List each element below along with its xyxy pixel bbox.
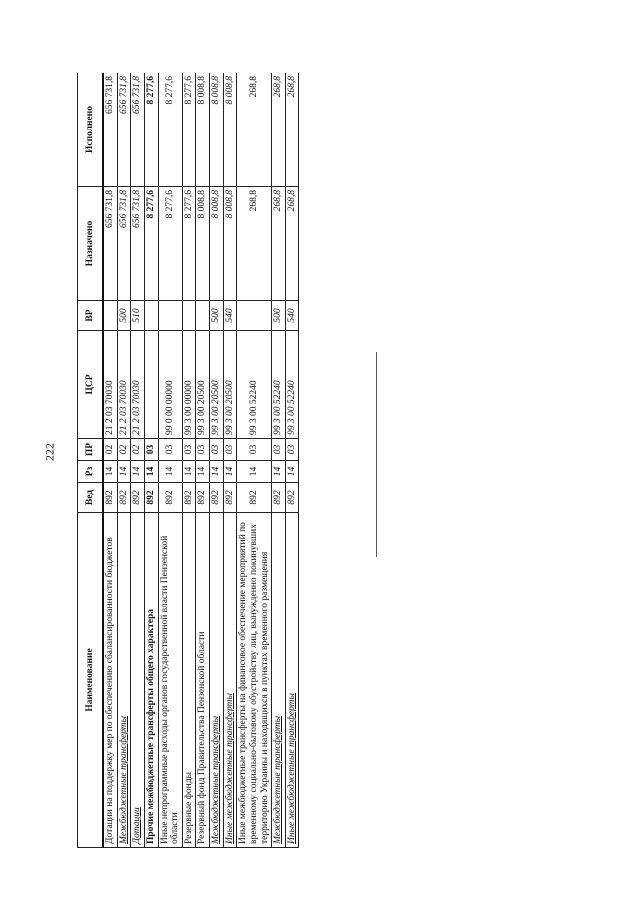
cell-ved: 892 xyxy=(285,483,299,513)
cell-vr: 510 xyxy=(131,301,145,331)
cell-pr: 03 xyxy=(144,439,158,461)
header-vr: ВР xyxy=(78,301,104,331)
cell-vr xyxy=(196,301,210,331)
cell-assigned: 656 731,8 xyxy=(103,187,117,301)
table-header-row xyxy=(78,73,104,848)
cell-assigned: 8 008,8 xyxy=(223,187,237,301)
cell-name-text: Дотации xyxy=(132,807,143,844)
cell-rz: 14 xyxy=(285,461,299,483)
cell-executed: 8 008,8 xyxy=(196,73,210,187)
cell-assigned: 268,8 xyxy=(285,187,299,301)
cell-pr: 03 xyxy=(210,439,224,461)
cell-name: Иные непрограммные расходы органов государственной власти Пензенской области xyxy=(158,513,182,848)
cell-name-text: Межбюджетные трансферты xyxy=(211,715,221,844)
table-row xyxy=(210,73,224,848)
cell-assigned: 656 731,8 xyxy=(131,187,145,301)
cell-vr xyxy=(103,301,117,331)
cell-ved: 892 xyxy=(223,483,237,513)
cell-assigned: 8 277,6 xyxy=(158,187,182,301)
table-row xyxy=(117,73,131,848)
cell-vr: 540 xyxy=(285,301,299,331)
cell-ved: 892 xyxy=(182,483,196,513)
rotated-table-container xyxy=(77,73,363,848)
cell-name xyxy=(272,513,286,848)
cell-ved: 892 xyxy=(144,483,158,513)
cell-ved: 892 xyxy=(210,483,224,513)
cell-pr: 03 xyxy=(285,439,299,461)
cell-csr: 99 3 00 20500 xyxy=(196,331,210,439)
table-row xyxy=(131,73,145,848)
cell-pr: 03 xyxy=(158,439,182,461)
cell-assigned: 8 008,8 xyxy=(210,187,224,301)
cell-vr: 500 xyxy=(272,301,286,331)
cell-vr xyxy=(158,301,182,331)
cell-vr: 540 xyxy=(223,301,237,331)
cell-name-text: Межбюджетные трансферты xyxy=(118,715,129,844)
cell-executed: 268,8 xyxy=(272,73,286,187)
cell-rz: 14 xyxy=(131,461,145,483)
cell-vr: 500 xyxy=(210,301,224,331)
cell-pr: 03 xyxy=(237,439,272,461)
cell-name-text: Иные межбюджетные трансферты xyxy=(286,693,297,844)
header-executed: Исполнено xyxy=(78,73,104,187)
table-row xyxy=(144,73,158,848)
cell-csr: 21 2 03 70030 xyxy=(103,331,117,439)
cell-name: Дотации на поддержку мер по обеспечению сбалансированности бюджетов xyxy=(103,513,117,848)
cell-executed: 656 731,8 xyxy=(131,73,145,187)
table-row xyxy=(272,73,286,848)
cell-assigned: 268,8 xyxy=(237,187,272,301)
cell-pr: 02 xyxy=(131,439,145,461)
cell-name: Резервный фонд Правительства Пензенской области xyxy=(196,513,210,848)
cell-pr: 03 xyxy=(223,439,237,461)
cell-rz: 14 xyxy=(144,461,158,483)
table-row xyxy=(182,73,196,848)
cell-executed: 8 277,6 xyxy=(182,73,196,187)
header-csr: ЦСР xyxy=(78,331,104,439)
cell-ved: 892 xyxy=(103,483,117,513)
cell-csr: 21 2 03 70030 xyxy=(131,331,145,439)
cell-vr xyxy=(237,301,272,331)
cell-name-text: Межбюджетные трансферты xyxy=(273,715,284,844)
cell-csr: 99 3 00 00000 xyxy=(182,331,196,439)
cell-name xyxy=(285,513,299,848)
cell-name xyxy=(223,513,237,848)
cell-ved: 892 xyxy=(131,483,145,513)
table-row xyxy=(237,73,272,848)
cell-rz: 14 xyxy=(182,461,196,483)
cell-pr: 03 xyxy=(182,439,196,461)
cell-rz: 14 xyxy=(272,461,286,483)
cell-rz: 14 xyxy=(103,461,117,483)
cell-pr: 03 xyxy=(272,439,286,461)
cell-executed: 268,8 xyxy=(285,73,299,187)
cell-csr: 99 3 00 52240 xyxy=(285,331,299,439)
cell-name xyxy=(117,513,131,848)
cell-ved: 892 xyxy=(237,483,272,513)
cell-name xyxy=(131,513,145,848)
cell-name: Иные межбюджетные трансферты на финансовое обеспечение мероприятий по временному социально-бытовому обустройству лиц, вынужденно покинувших территорию Украины и находящихся в пунктах временного размещения xyxy=(237,513,272,848)
cell-rz: 14 xyxy=(210,461,224,483)
cell-name: Резервные фонды xyxy=(182,513,196,848)
cell-name xyxy=(210,513,224,848)
cell-executed: 8 008,8 xyxy=(210,73,224,187)
cell-ved: 892 xyxy=(158,483,182,513)
cell-assigned: 8 277,6 xyxy=(182,187,196,301)
cell-csr: 99 3 00 20500 xyxy=(210,331,224,439)
cell-executed: 268,8 xyxy=(237,73,272,187)
cell-name-text: Иные межбюджетные трансферты xyxy=(224,693,235,844)
header-ved: Вед xyxy=(78,483,104,513)
table-row xyxy=(196,73,210,848)
cell-assigned: 656 731,8 xyxy=(117,187,131,301)
separator-line xyxy=(376,352,377,557)
header-pr: ПР xyxy=(78,439,104,461)
cell-rz: 14 xyxy=(117,461,131,483)
cell-executed: 656 731,8 xyxy=(103,73,117,187)
table-row xyxy=(285,73,299,848)
cell-ved: 892 xyxy=(272,483,286,513)
cell-csr xyxy=(144,331,158,439)
table-frame xyxy=(77,73,363,848)
page-number: 222 xyxy=(42,443,57,461)
cell-vr xyxy=(182,301,196,331)
cell-executed: 8 277,6 xyxy=(144,73,158,187)
cell-pr: 03 xyxy=(196,439,210,461)
cell-assigned: 8 008,8 xyxy=(196,187,210,301)
table-row xyxy=(158,73,182,848)
cell-csr: 99 0 00 00000 xyxy=(158,331,182,439)
cell-executed: 8 008,8 xyxy=(223,73,237,187)
cell-csr: 99 3 00 52240 xyxy=(237,331,272,439)
cell-executed: 656 731,8 xyxy=(117,73,131,187)
cell-rz: 14 xyxy=(158,461,182,483)
table-row xyxy=(103,73,117,848)
header-name: Наименование xyxy=(78,513,104,848)
cell-assigned: 268,8 xyxy=(272,187,286,301)
header-assigned: Назначено xyxy=(78,187,104,301)
cell-pr: 02 xyxy=(117,439,131,461)
header-rz: Рз xyxy=(78,461,104,483)
cell-rz: 14 xyxy=(196,461,210,483)
cell-csr: 21 2 03 70030 xyxy=(117,331,131,439)
cell-rz: 14 xyxy=(237,461,272,483)
cell-vr xyxy=(144,301,158,331)
cell-assigned: 8 277,6 xyxy=(144,187,158,301)
cell-csr: 99 3 00 20500 xyxy=(223,331,237,439)
table-row xyxy=(223,73,237,848)
cell-executed: 8 277,6 xyxy=(158,73,182,187)
cell-ved: 892 xyxy=(117,483,131,513)
cell-name: Прочие межбюджетные трансферты общего характера xyxy=(144,513,158,848)
cell-vr: 500 xyxy=(117,301,131,331)
cell-ved: 892 xyxy=(196,483,210,513)
cell-pr: 02 xyxy=(103,439,117,461)
cell-rz: 14 xyxy=(223,461,237,483)
budget-table xyxy=(77,73,299,848)
cell-csr: 99 3 00 52240 xyxy=(272,331,286,439)
